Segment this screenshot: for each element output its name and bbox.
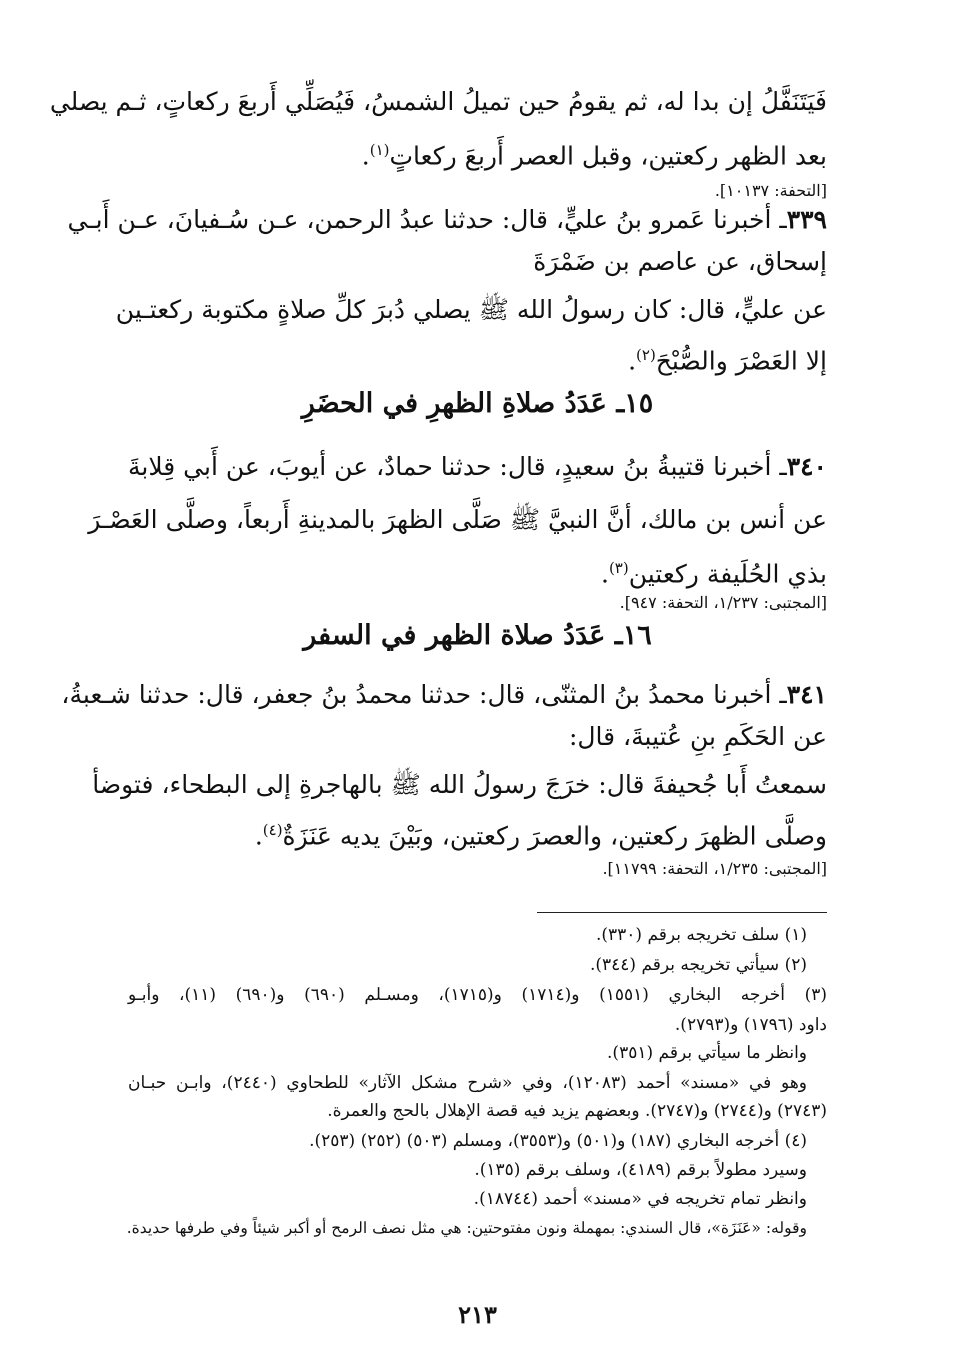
heading-text: ١٦ـ عَدَدُ صلاة الظهر في السفر (303, 620, 652, 651)
footnote-text: وانظر تمام تخريجه في «مسند» أحمد (١٨٧٤٤). (473, 1189, 807, 1209)
punctuation: . (600, 559, 609, 589)
footnote-3-musnad (128, 1070, 807, 1096)
text-line-content: عن أنس بن مالك، أنَّ النبيَّ ﷺ صَلَّى الظهرَ بالمدينةِ أَربعاً، وصلَّى العَصْـرَ (88, 505, 827, 534)
footnote-text: (١) سلف تخريجه برقم (٣٣٠). (595, 925, 807, 945)
text-line-content: فَيَتَنَفَّلُ إن بدا له، ثم يقومُ حين تميلُ الشمسُ، فَيُصَلِّي أَربعَ ركعاتٍ، ثـم يصلي (49, 87, 827, 116)
text-line-content: ـ أخبرنا عَمرو بنُ عليٍّ، قال: حدثنا عبدُ الرحمن، عـن سُـفيانَ، عـن أَبـي (67, 205, 787, 234)
heading-text: ١٥ـ عَدَدُ صلاةِ الظهرِ في الحضَرِ (301, 388, 654, 419)
footnote-4-definition (128, 1215, 807, 1241)
hadith-339-line1 (67, 200, 827, 240)
hadith-341-line3 (92, 765, 827, 805)
footnote-text: وهو في «مسند» أحمد (١٢٠٨٣)، وفي «شرح مشكل الآثار» للطحاوي (٢٤٤٠)، وابـن حبـان (128, 1073, 807, 1093)
hadith-340-line3 (128, 548, 827, 594)
hadith-340-line2 (88, 500, 827, 540)
punctuation: . (254, 821, 263, 851)
footnote-4 (128, 1128, 807, 1154)
punctuation: . (361, 141, 370, 171)
footnote-text: داود (١٧٩٦) و(٢٧٩٣). (674, 1015, 827, 1035)
text-line-content: وصلَّى الظهرَ ركعتين، والعصرَ ركعتين، وبَيْنَ يديه عَنَزَةٌ (282, 821, 827, 851)
text-line-content: بعد الظهر ركعتين، وقبل العصر أَربعَ ركعاتٍ (389, 141, 827, 171)
hadith-340-line1 (128, 447, 827, 487)
text-line (49, 82, 827, 122)
footnote-marker: (٢) (636, 346, 656, 364)
reference-text: [المجتبى: ١/٢٣٥، التحفة: ١١٧٩٩]. (602, 859, 827, 878)
footnote-3-see (128, 1040, 807, 1066)
hadith-number: ٣٣٩ (786, 205, 827, 234)
hadith-339-line3 (115, 290, 827, 330)
hadith-339-line2 (128, 242, 827, 282)
punctuation: . (628, 346, 637, 376)
hadith-341-line2 (128, 717, 827, 757)
footnote-marker: (١) (369, 141, 390, 159)
hadith-341-line4 (128, 810, 827, 856)
text-line-content: ـ أخبرنا محمدُ بنُ المثنّى، قال: حدثنا محمدُ بنُ جعفر، قال: حدثنا شـعبةُ، (61, 680, 787, 709)
text-line (128, 130, 827, 176)
reference-line (128, 858, 827, 880)
page-number: ٢١٣ (458, 1300, 497, 1329)
text-line-content: إسحاق، عن عاصم بن ضَمْرَةَ (533, 247, 827, 276)
footnote-4-cont (128, 1157, 807, 1183)
text-line-content: سمعتُ أَبا جُحيفةَ قال: خرَجَ رسولُ الله ﷺ بالهاجرةِ إلى البطحاء، فتوضأ (92, 770, 827, 799)
footnote-1 (128, 922, 807, 948)
text-line-content: بذي الحُلَيفة ركعتين (628, 559, 827, 589)
hadith-number: ٣٤١ (786, 680, 827, 709)
footnote-text: (٣) أخرجه البخاري (١٥٥١) و(١٧١٤) و(١٧١٥)، ومسـلم (٦٩٠) و(٦٩٠) (١١)، وأبـو (128, 985, 828, 1005)
footnote-4-see (128, 1186, 807, 1212)
footnote-text: (٤) أخرجه البخاري (١٨٧) و(٥٠١) و(٣٥٥٣)، ومسلم (٥٠٣) (٢٥٢) (٢٥٣). (309, 1131, 807, 1151)
footnote-3-cont (128, 1012, 827, 1038)
footnote-marker: (٣) (608, 559, 629, 577)
section-heading-15 (128, 388, 827, 419)
section-heading-16 (128, 620, 827, 651)
footnote-separator (537, 912, 827, 913)
footnote-text: (٢) سيأتي تخريجه برقم (٣٤٤). (589, 955, 807, 975)
text-line-content: عن الحَكَمِ بنِ عُتيبةَ، قال: (568, 722, 827, 751)
footnote-marker: (٤) (262, 821, 283, 839)
text-line-content: عن عليٍّ، قال: كان رسولُ الله ﷺ يصلي دُبرَ كلِّ صلاةٍ مكتوبة ركعتـين (115, 295, 827, 324)
footnote-3 (128, 982, 827, 1008)
reference-line (128, 592, 827, 614)
footnote-3-cont2 (128, 1098, 827, 1124)
reference-line (128, 180, 827, 202)
footnote-2 (128, 952, 807, 978)
text-line-content: ـ أخبرنا قتيبةُ بنُ سعيدٍ، قال: حدثنا حمادٌ، عن أيوبَ، عن أَبي قِلابةَ (128, 452, 787, 481)
footnote-text: وانظر ما سيأتي برقم (٣٥١). (607, 1043, 807, 1063)
footnote-text: وقوله: «عَنَزَة»، قال السندي: بمهملة ونون مفتوحتين: هي مثل نصف الرمح أو أكبر شيئاً وفي طرفها حديدة. (126, 1219, 807, 1237)
hadith-341-line1 (61, 675, 827, 715)
hadith-number: ٣٤٠ (786, 452, 827, 481)
footnote-text: وسيرد مطولاً برقم (٤١٨٩)، وسلف برقم (١٣٥). (474, 1160, 807, 1180)
hadith-339-line4 (128, 335, 827, 381)
text-line-content: إلا العَصْرَ والصُّبْحَ (655, 346, 827, 376)
footnote-text: (٢٧٤٣) و(٢٧٤٤) و(٢٧٤٧). وبعضهم يزيد فيه قصة الإهلال بالحج والعمرة. (327, 1101, 827, 1121)
reference-text: [المجتبى: ١/٢٣٧، التحفة: ٩٤٧]. (619, 593, 827, 612)
reference-text: [التحفة: ١٠١٣٧]. (714, 181, 827, 200)
